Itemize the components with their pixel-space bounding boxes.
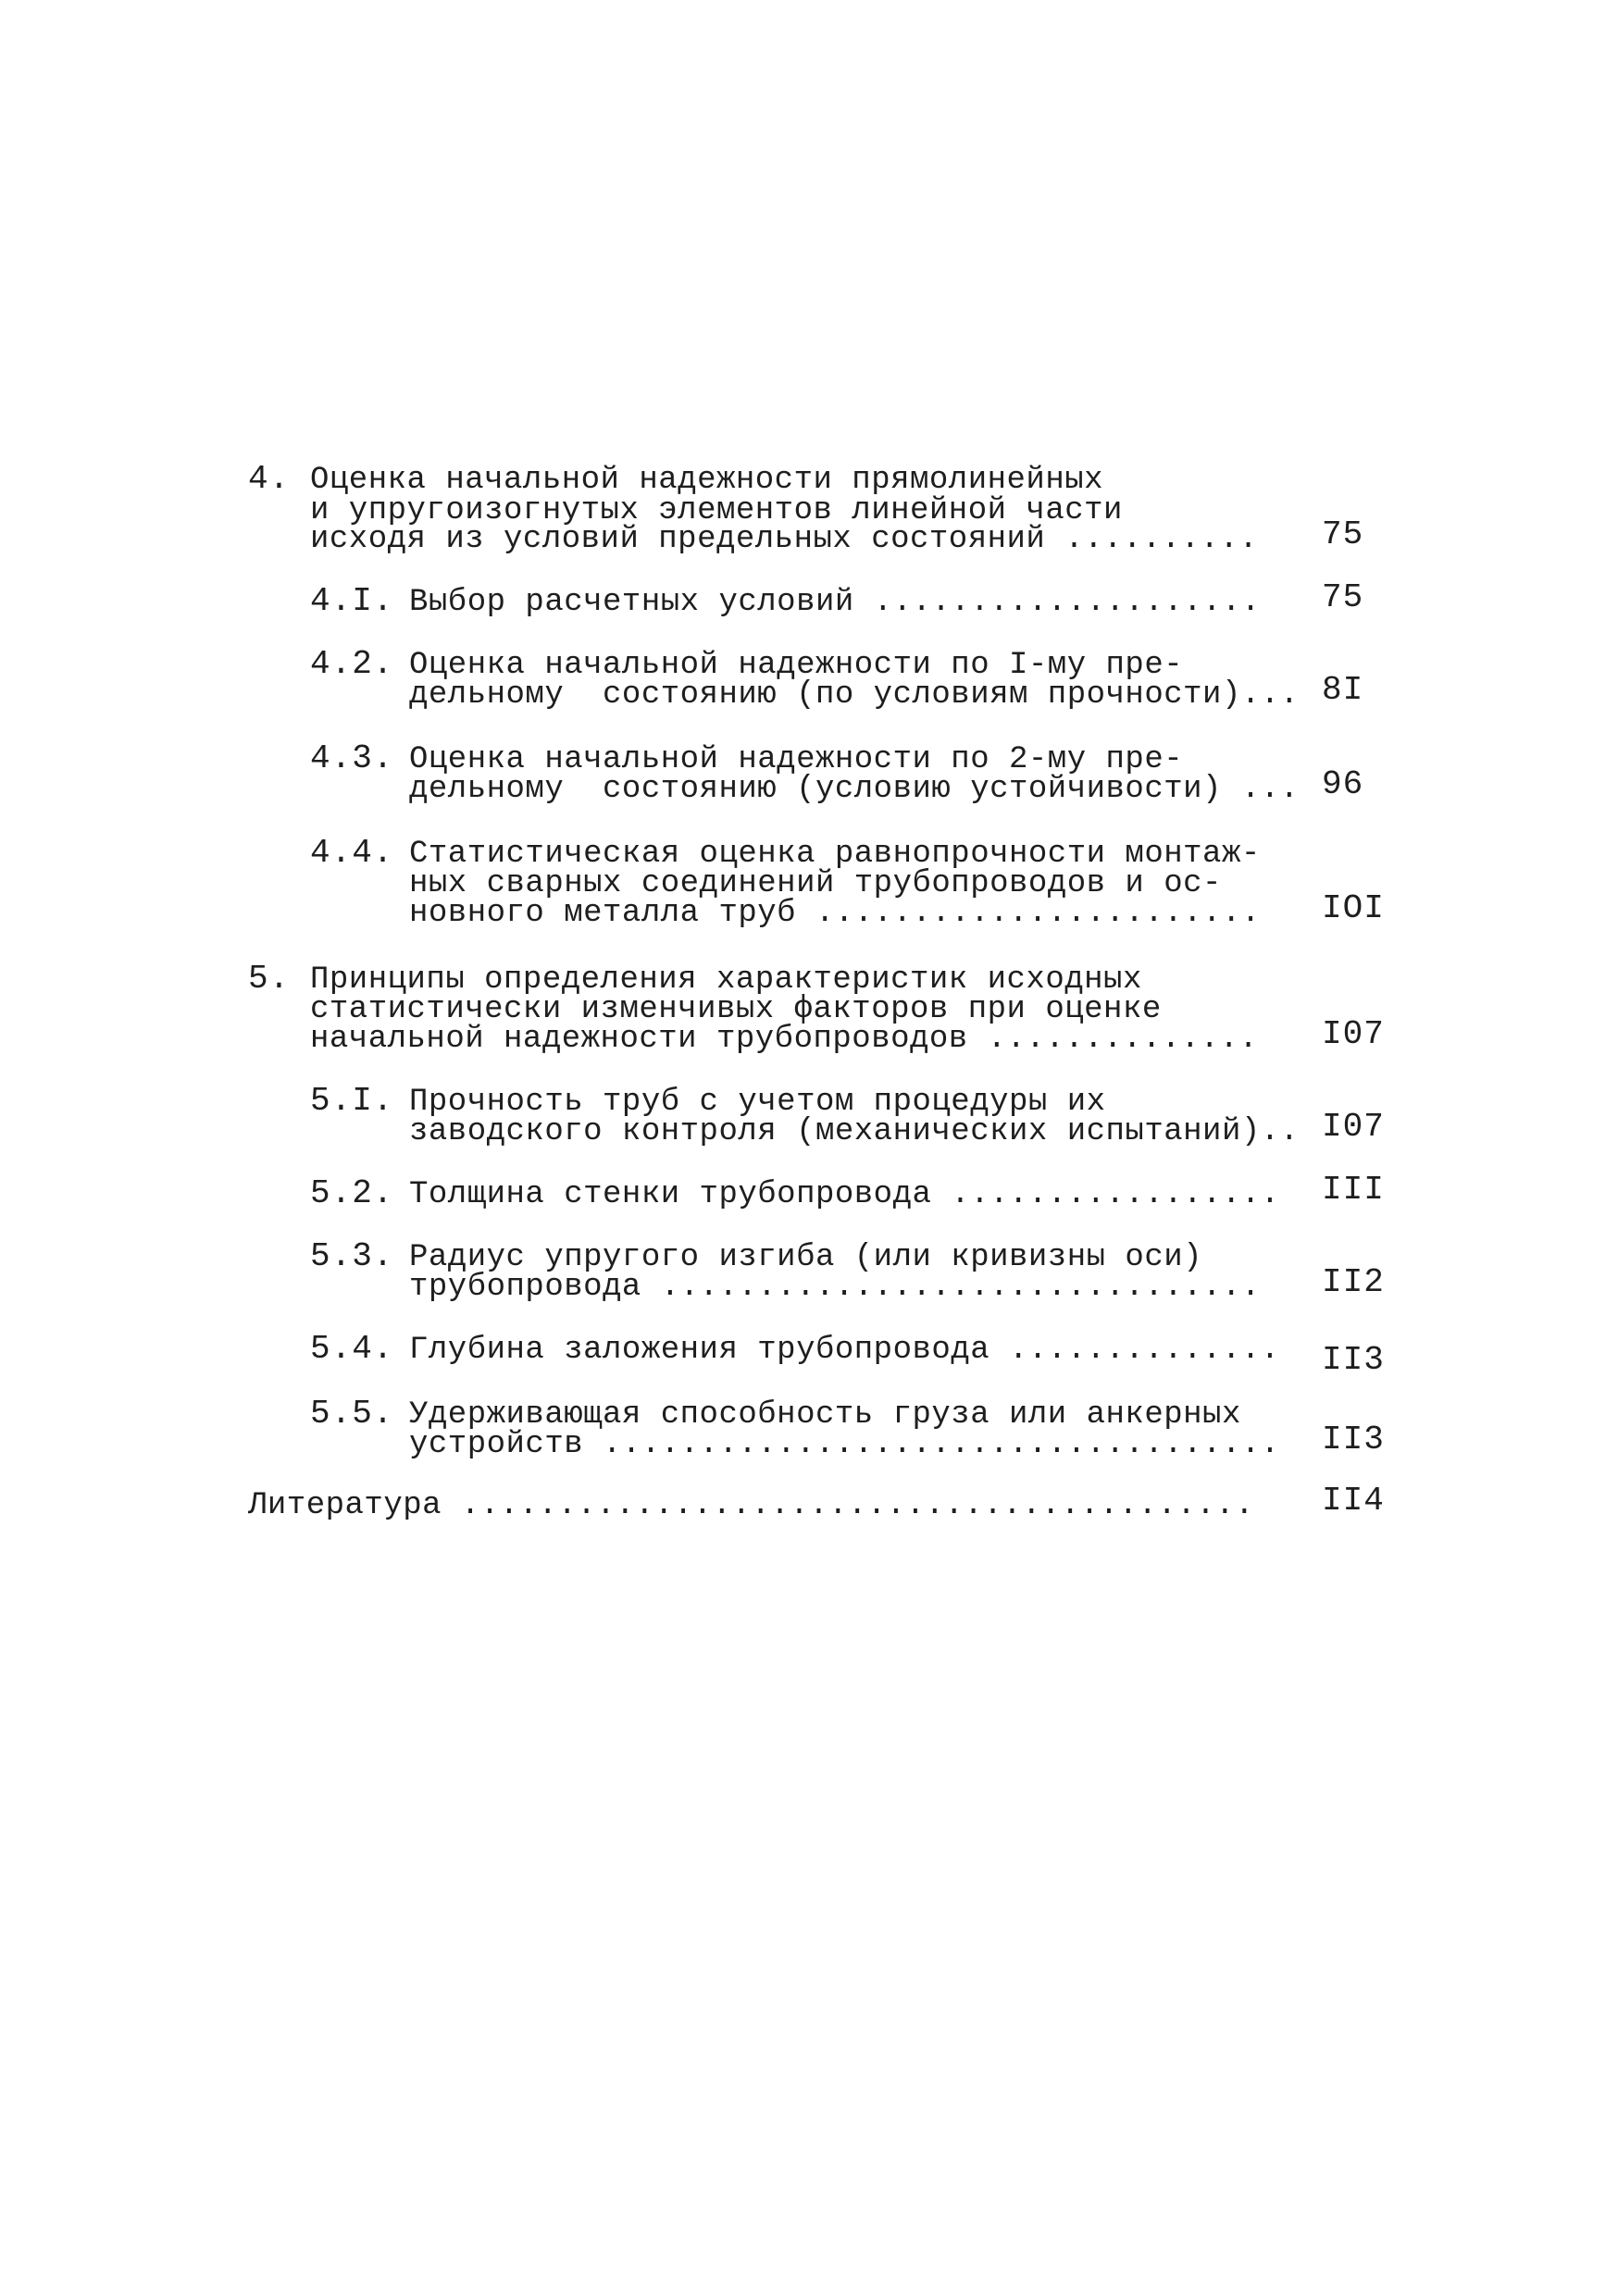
toc-entry-page: 96 <box>1322 765 1364 803</box>
toc-entry-number: 5.4. <box>310 1330 394 1368</box>
toc-entry-number: 4.3. <box>310 739 394 777</box>
toc-entry-page: II3 <box>1322 1421 1385 1458</box>
toc-entry-number: 4.4. <box>310 834 394 872</box>
toc-entry-title-line: Радиус упругого изгиба (или кривизны оси) <box>409 1240 1203 1275</box>
toc-entry-title-line: трубопровода ............................... <box>409 1270 1261 1305</box>
toc-entry-title-line: исходя из условий предельных состояний .......... <box>310 522 1259 557</box>
toc-entry-title-line: Глубина заложения трубопровода .............. <box>409 1333 1280 1368</box>
toc-entry-title-line: и упругоизогнутых элементов линейной части <box>310 493 1123 528</box>
toc-entry-page: III <box>1322 1171 1385 1209</box>
toc-entry-page: 8I <box>1322 671 1364 709</box>
toc-entry-title-line: Оценка начальной надежности по 2-му пре- <box>409 742 1184 777</box>
toc-entry-number: 5.5. <box>310 1395 394 1433</box>
toc-entry-page: II3 <box>1322 1341 1385 1379</box>
toc-entry-number: 4.2. <box>310 645 394 683</box>
toc-entry-title-line: устройств ................................... <box>409 1427 1280 1462</box>
toc-entry-title-line: дельному состоянию (условию устойчивости) ... <box>409 772 1300 807</box>
toc-entry-title-line: начальной надежности трубопроводов .............. <box>310 1022 1259 1057</box>
toc-entry-title-line: Выбор расчетных условий .................... <box>409 585 1261 620</box>
toc-entry-title-line: Оценка начальной надежности по I-му пре- <box>409 648 1184 683</box>
toc-entry-page: 75 <box>1322 515 1364 553</box>
toc-entry-title-line: Толщина стенки трубопровода ................. <box>409 1177 1280 1212</box>
toc-entry-number: 5.I. <box>310 1082 394 1120</box>
toc-entry-number: 5.3. <box>310 1237 394 1275</box>
toc-entry-title-line: Прочность труб с учетом процедуры их <box>409 1085 1106 1120</box>
toc-entry-title-line: новного металла труб ....................... <box>409 896 1261 931</box>
toc-entry-title-line: Литература ......................................... <box>248 1488 1254 1523</box>
toc-entry-page: IOI <box>1322 889 1385 927</box>
toc-entry-number: 4.I. <box>310 582 394 620</box>
toc-entry-title-line: Оценка начальной надежности прямолинейных <box>310 463 1104 498</box>
toc-entry-title-line: статистически изменчивых факторов при оценке <box>310 992 1162 1027</box>
toc-entry-page: II2 <box>1322 1263 1385 1301</box>
toc-entry-title-line: Принципы определения характеристик исходных <box>310 962 1142 998</box>
toc-entry-number: 5.2. <box>310 1174 394 1212</box>
toc-entry-number: 5. <box>248 960 291 998</box>
toc-entry-page: II4 <box>1322 1482 1385 1520</box>
toc-entry-number: 4. <box>248 460 291 498</box>
toc-entry-page: 75 <box>1322 578 1364 616</box>
toc-entry-title-line: Статистическая оценка равнопрочности монтаж- <box>409 837 1261 872</box>
toc-entry-page: I07 <box>1322 1015 1385 1053</box>
toc-entry-title-line: заводского контроля (механических испытаний).. <box>409 1114 1300 1149</box>
toc-entry-title-line: дельному состоянию (по условиям прочности)... <box>409 677 1300 713</box>
toc-entry-title-line: Удерживающая способность груза или анкерных <box>409 1397 1241 1433</box>
toc-entry-title-line: ных сварных соединений трубопроводов и ос- <box>409 866 1222 901</box>
toc-entry-page: I07 <box>1322 1108 1385 1146</box>
